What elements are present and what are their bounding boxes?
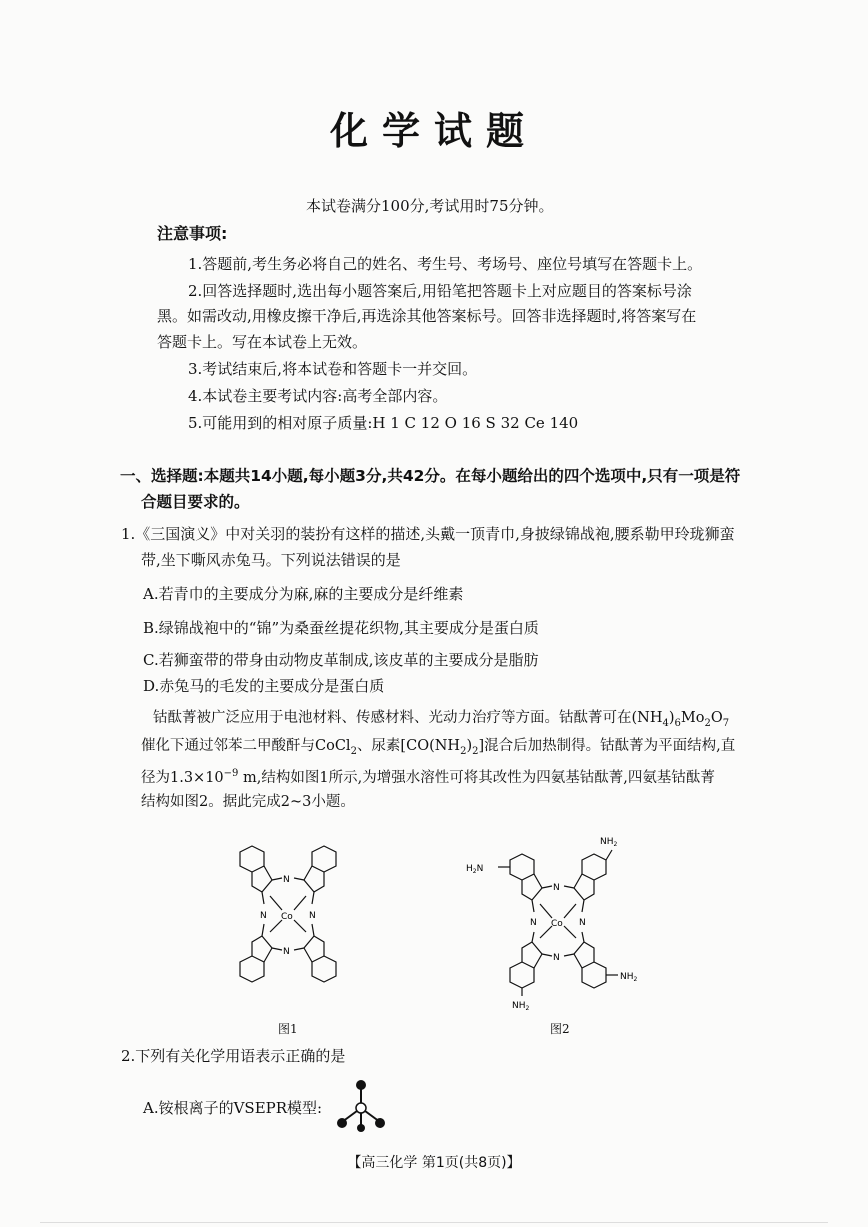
page-title: 化学试题 bbox=[329, 109, 538, 153]
atom-n-label: N bbox=[553, 883, 560, 893]
notice-heading: 注意事项: bbox=[157, 224, 228, 243]
bottom-divider bbox=[40, 1222, 828, 1223]
q2-stem: 2.下列有关化学用语表示正确的是 bbox=[121, 1047, 346, 1065]
atom-n-label: N bbox=[260, 911, 267, 921]
exam-intro: 本试卷满分100分,考试用时75分钟。 bbox=[306, 197, 554, 215]
notice-line-7: 5.可能用到的相对原子质量:H 1 C 12 O 16 S 32 Ce 140 bbox=[188, 414, 579, 432]
q1-option-c: C.若狮蛮带的带身由动物皮革制成,该皮革的主要成分是脂肪 bbox=[143, 651, 539, 669]
section-title-line-2: 合题目要求的。 bbox=[141, 493, 250, 511]
atom-co-label: Co bbox=[551, 919, 563, 929]
passage-line-4: 结构如图2。据此完成2~3小题。 bbox=[141, 794, 355, 810]
passage-line-2: 催化下通过邻苯二甲酸酐与CoCl$_2$、尿素$[CO(NH_2)_2]$混合后加热制得。钴酞菁为平面结构,直 bbox=[141, 738, 736, 757]
vsepr-model-image bbox=[334, 1078, 388, 1134]
q1-option-a: A.若青巾的主要成分为麻,麻的主要成分是纤维素 bbox=[143, 585, 464, 603]
q1-stem-line-2: 带,坐下嘶风赤兔马。下列说法错误的是 bbox=[141, 551, 401, 569]
q2-option-a: A.铵根离子的VSEPR模型: bbox=[143, 1099, 323, 1117]
passage-line-1: 钴酞菁被广泛应用于电池材料、传感材料、光动力治疗等方面。钴酞菁可在$(NH_4)_6Mo_2O_7$ bbox=[153, 710, 730, 729]
page-footer: 【高三化学 第1页(共8页)】 bbox=[347, 1155, 521, 1171]
phthalocyanine-structure bbox=[218, 842, 358, 1002]
q1-option-d: D.赤兔马的毛发的主要成分是蛋白质 bbox=[143, 677, 385, 695]
notice-line-6: 4.本试卷主要考试内容:高考全部内容。 bbox=[188, 387, 448, 405]
figure-2-caption: 图2 bbox=[550, 1022, 570, 1036]
amino-group-top: $NH_2$ bbox=[600, 837, 618, 848]
amino-group-bottom: $NH_2$ bbox=[512, 1001, 530, 1012]
atom-n-label: N bbox=[553, 953, 560, 963]
tetrahedral-ball-stick-icon bbox=[334, 1078, 388, 1134]
notice-line-2: 2.回答选择题时,选出每小题答案后,用铅笔把答题卡上对应题目的答案标号涂 bbox=[188, 282, 692, 300]
notice-line-3: 黑。如需改动,用橡皮擦干净后,再选涂其他答案标号。回答非选择题时,将答案写在 bbox=[157, 307, 697, 325]
atom-n-label: N bbox=[283, 875, 290, 885]
figure-2-structure bbox=[460, 830, 660, 1020]
notice-line-5: 3.考试结束后,将本试卷和答题卡一并交回。 bbox=[188, 360, 478, 378]
atom-n-label: N bbox=[283, 947, 290, 957]
figure-1-structure bbox=[218, 842, 358, 1002]
passage-line-3: 径为$1.3\times 10^{-9}$ m,结构如图1所示,为增强水溶性可将其改性为四氨基钴酞菁,四氨基钴酞菁 bbox=[141, 768, 715, 786]
notice-line-1: 1.答题前,考生务必将自己的姓名、考生号、考场号、座位号填写在答题卡上。 bbox=[188, 255, 703, 273]
notice-line-4: 答题卡上。写在本试卷上无效。 bbox=[157, 333, 368, 351]
q1-stem-line-1: 1.《三国演义》中对关羽的装扮有这样的描述,头戴一顶青巾,身披绿锦战袍,腰系勒甲玲珑狮蛮 bbox=[121, 525, 735, 543]
atom-n-label: N bbox=[579, 918, 586, 928]
tetraamino-phthalocyanine-structure bbox=[460, 830, 660, 1020]
atom-n-label: N bbox=[309, 911, 316, 921]
figure-1-caption: 图1 bbox=[278, 1022, 298, 1036]
amino-group-right: $NH_2$ bbox=[620, 972, 638, 983]
atom-co-label: Co bbox=[281, 912, 293, 922]
q1-option-b: B.绿锦战袍中的“锦”为桑蚕丝提花织物,其主要成分是蛋白质 bbox=[143, 619, 539, 637]
amino-group-left: $H_2N$ bbox=[466, 864, 484, 875]
atom-n-label: N bbox=[530, 918, 537, 928]
section-title-line-1: 一、选择题:本题共14小题,每小题3分,共42分。在每小题给出的四个选项中,只有一项是符 bbox=[120, 467, 741, 485]
